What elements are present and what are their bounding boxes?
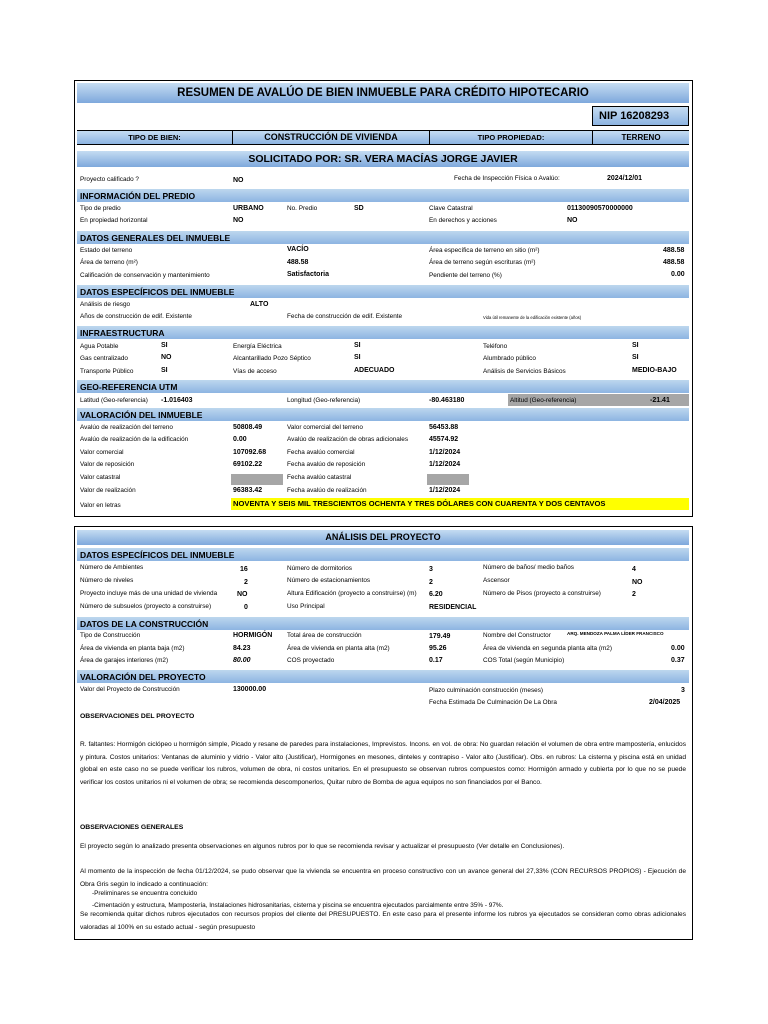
section-title: GEO-REFERENCIA UTM [80,382,178,392]
valoracion-label: Avalúo de realización de obras adicionales [287,436,409,443]
estacionamientos-value: 2 [429,579,433,586]
analisis-title: ANÁLISIS DEL PROYECTO [325,532,441,542]
ascensor-value: NO [632,579,643,586]
plazo-value: 3 [681,687,685,694]
altitud-value: -21.41 [650,397,670,404]
section-title: VALORACIÓN DEL INMUEBLE [80,410,203,420]
agua-label: Agua Potable [80,343,119,350]
valor-letras-label: Valor en letras [80,502,121,509]
derechos-value: NO [567,217,578,224]
incluye-value: NO [237,591,248,598]
calificacion-label: Calificación de conservación y mantenimiento [80,272,210,279]
cos-value: 0.17 [429,657,443,664]
obs-generales-p3: Se recomienda quitar dichos rubros ejecutados con recursos propios del cliente del PRESUPUESTO. En este caso para el presente informe los rubros ya ejecutados se consideran como obras adicionales valoradas al 100% en su estado actual - según presupuesto [80,911,686,931]
valoracion-value: 45574.92 [429,436,459,443]
area-sitio-value: 488.58 [663,247,685,254]
cos-total-value: 0.37 [671,657,685,664]
niveles-value: 2 [244,579,248,586]
riesgo-label: Análisis de riesgo [80,301,131,308]
pisos-value: 2 [632,591,636,598]
section-valoracion-proyecto [77,670,689,683]
valoracion-label: Valor de realización [80,487,136,494]
estacionamientos-label: Número de estacionamientos [287,577,371,584]
dormitorios-label: Número de dormitorios [287,565,352,572]
tipo-bien-row [77,130,689,145]
section-title: VALORACIÓN DEL PROYECTO [80,672,206,682]
tipo-bien-value: CONSTRUCCIÓN DE VIVIENDA [264,132,398,142]
valoracion-label: Fecha avalúo catastral [287,474,352,481]
section-title: INFRAESTRUCTURA [80,328,165,338]
report-title: RESUMEN DE AVALÚO DE BIEN INMUEBLE PARA CRÉDITO HIPOTECARIO [177,87,589,99]
fecha-construccion-label: Fecha de construcción de edif. Existente [287,313,403,320]
valoracion-label: Valor comercial [80,449,124,456]
area-escrituras-label: Área de terreno según escrituras (m²) [429,259,536,266]
gas-label: Gas centralizado [80,355,128,362]
area-terreno-value: 488.58 [287,259,309,266]
valoracion-label: Valor catastral [80,474,121,481]
latitud-label: Latitud (Geo-referencia) [80,397,148,404]
tipo-construccion-value: HORMIGÓN [233,632,273,639]
clave-catastral-label: Clave Catastral [429,205,473,212]
section-construccion [77,617,689,630]
no-predio-label: No. Predio [287,205,318,212]
calificacion-value: Satisfactoria [287,271,330,278]
vida-util-label: Vida útil remanente de la edificación existente (años) [483,315,582,320]
estado-label: Estado del terreno [80,247,133,254]
alumbrado-value: SI [632,354,639,361]
anios-label: Años de construcción de edif. Existente [80,313,192,320]
valoracion-value: 1/12/2024 [429,461,461,468]
valoracion-value: 1/12/2024 [429,449,461,456]
subsuelos-value: 0 [244,604,248,611]
plazo-label: Plazo culminación construcción (meses) [429,687,544,694]
nip-box [592,106,689,126]
valoracion-value: 69102.22 [233,461,263,468]
transporte-value: SI [161,367,168,374]
valoracion-label: Avalúo de realización del terreno [80,424,173,431]
ascensor-label: Ascensor [483,577,510,584]
alcantarillado-label: Alcantarillado Pozo Séptico [233,355,311,362]
planta-alta-value: 95.26 [429,645,447,652]
obs-generales-title: OBSERVACIONES GENERALES [80,824,184,831]
vias-label: Vías de acceso [233,368,277,375]
fecha-inspeccion-label: Fecha de Inspección Física o Avalúo: [454,175,560,182]
obs-bullet-1: -Preliminares se encuentra concluido [92,890,198,897]
section-title: DATOS ESPECÍFICOS DEL INMUEBLE [80,287,235,297]
servicios-value: MEDIO-BAJO [632,367,677,374]
valoracion-label: Fecha avalúo de realización [287,487,367,494]
garajes-value: 80.00 [233,657,251,664]
tipo-propiedad-value: TERRENO [621,133,661,142]
obs-generales-p2: Al momento de la inspección de fecha 01/12/2024, se pudo observar que la vivienda se encuentra en proceso constructivo con un avance general del 27,33% (CON RECURSOS PROPIOS) - Ejecución de Obra Gris según lo indicado a continuación: [80,868,686,888]
altitud-label: Altitud (Geo-referencia) [510,397,577,404]
tipo-bien-label: TIPO DE BIEN: [128,133,181,142]
niveles-label: Número de niveles [80,577,134,584]
pendiente-label: Pendiente del terreno (%) [429,272,502,279]
cos-total-label: COS Total (según Municipio) [483,657,565,664]
no-predio-value: SD [354,205,364,212]
latitud-value: -1.016403 [161,397,193,404]
subsuelos-label: Número de subsuelos (proyecto a construirse) [80,603,212,610]
derechos-label: En derechos y acciones [429,217,497,224]
altura-label: Altura Edificación (proyecto a construirse) (m) [287,590,417,597]
total-area-value: 179.49 [429,633,451,640]
banos-value: 4 [632,566,636,573]
telefono-label: Teléfono [483,343,508,350]
section-geo [77,380,689,393]
area-terreno-label: Área de terreno (m²) [80,259,138,266]
altura-value: 6.20 [429,591,443,598]
tipo-propiedad-label: TIPO PROPIEDAD: [477,133,545,142]
section-predio [77,189,689,202]
servicios-label: Análisis de Servicios Básicos [483,368,566,375]
uso-label: Uso Principal [287,603,325,610]
title-band [77,83,689,103]
pisos-label: Número de Pisos (proyecto a construirse) [483,590,601,597]
vias-value: ADECUADO [354,367,395,374]
clave-catastral-value: 01130090570000000 [567,205,633,212]
longitud-value: -80.463180 [429,397,465,404]
valoracion-value: 56453.88 [429,424,459,431]
valor-proyecto-label: Valor del Proyecto de Construcción [80,686,180,693]
summary-panel [74,80,693,517]
valoracion-label: Valor comercial del terreno [287,424,363,431]
tipo-predio-label: Tipo de predio [80,205,121,212]
section-title: DATOS DE LA CONSTRUCCIÓN [80,619,209,629]
planta-baja-label: Área de vivienda en planta baja (m2) [80,645,185,652]
valor-proyecto-value: 130000.00 [233,686,267,693]
valoracion-value: 107092.68 [233,449,267,456]
proyecto-calificado-value: NO [233,177,244,184]
section-valoracion [77,408,689,421]
planta-baja-value: 84.23 [233,645,251,652]
analisis-band [77,530,689,545]
gas-value: NO [161,354,172,361]
valor-letras-value: NOVENTA Y SEIS MIL TRESCIENTOS OCHENTA Y TRES DÓLARES CON CUARENTA Y DOS CENTAVOS [233,499,606,508]
section-title: INFORMACIÓN DEL PREDIO [80,191,196,201]
alcantarillado-value: SI [354,354,361,361]
area-sitio-label: Área específica de terreno en sitio (m²) [429,247,540,254]
valoracion-label: Fecha avalúo comercial [287,449,355,456]
agua-value: SI [161,342,168,349]
dormitorios-value: 3 [429,566,433,573]
valoracion-value: 96383.42 [233,487,263,494]
segunda-alta-value: 0.00 [671,645,685,652]
constructor-value: ARQ. MENDOZA PALMA LÍDER FRANCISCO [567,631,664,636]
constructor-label: Nombre del Constructor [483,632,551,639]
valoracion-value: 1/12/2024 [429,487,461,494]
energia-label: Energía Eléctrica [233,343,282,350]
pendiente-value: 0.00 [671,271,685,278]
segunda-alta-label: Área de vivienda en segunda planta alta (m2) [483,645,612,652]
incluye-label: Proyecto incluye más de una unidad de vivienda [80,590,218,597]
proyecto-calificado-label: Proyecto calificado ? [80,176,139,183]
obs-bullet-2: -Cimentación y estructura, Mampostería, Instalaciones hidrosanitarias, cisterna y piscina se encuentra ejecutados parcialmente entre 35% - 97%. [92,902,504,909]
obs-proyecto-text: R. faltantes: Hormigón ciclópeo u hormigón simple, Picado y resane de paredes para instalaciones, Imprevistos. Incons. en vol. de obra: No guardan relación el volumen de obra entre mampostería, enlucidos y pintura. Costos unitarios: Ventanas de aluminio y vidrio - Valor alto (Justificar), Hormigones en mesones, dinteles y contrapiso - Valor alto (Justificar). Obs. en rubros: La cisterna y piscina está en unidad global en este caso no se puede verificar los rubros, volumen de obra, ni costos unitarios. En el presupuesto se observan rubros compuestos como: Hormigón armado y cubierta por lo que no se puede verificar los costos unitarios ni el volumen de obra; se recomienda descomponerlos, Quitar rubro de Bomba de agua equipos no son financiados por el Banco. [80,741,686,786]
area-escrituras-value: 488.58 [663,259,685,266]
section-analisis-especificos [77,548,689,561]
section-especificos [77,285,689,298]
horizontal-label: En propiedad horizontal [80,217,148,224]
fecha-catastral-cell [427,474,469,485]
fecha-culminacion-label: Fecha Estimada De Culminación De La Obra [429,699,557,706]
estado-value: VACÍO [287,246,309,253]
valoracion-label: Fecha avalúo de reposición [287,461,366,468]
ambientes-value: 16 [240,566,248,573]
tipo-construccion-label: Tipo de Construcción [80,632,141,639]
section-generales [77,231,689,244]
valor-letras-cell [231,498,689,510]
riesgo-value: ALTO [250,301,269,308]
fecha-inspeccion-value: 2024/12/01 [607,175,643,182]
valoracion-value: 0.00 [233,436,247,443]
solicitado-text: SOLICITADO POR: SR. VERA MACÍAS JORGE JAVIER [248,153,518,165]
section-infraestructura [77,326,689,339]
obs-generales-p1: El proyecto según lo analizado presenta observaciones en algunos rubros por lo que se recomienda revisar y actualizar el presupuesto (Ver detalle en Conclusiones). [80,843,565,850]
telefono-value: SI [632,342,639,349]
obs-proyecto-title: OBSERVACIONES DEL PROYECTO [80,713,195,720]
tipo-predio-value: URBANO [233,205,264,212]
total-area-label: Total área de construcción [287,632,362,639]
transporte-label: Transporte Público [80,368,134,375]
ambientes-label: Número de Ambientes [80,564,144,571]
section-title: DATOS GENERALES DEL INMUEBLE [80,233,231,243]
longitud-label: Longitud (Geo-referencia) [287,397,361,404]
section-title: DATOS ESPECÍFICOS DEL INMUEBLE [80,550,235,560]
alumbrado-label: Alumbrado público [483,355,536,362]
energia-value: SI [354,342,361,349]
solicitado-band [77,151,689,167]
cos-label: COS proyectado [287,657,335,664]
valoracion-label: Valor de reposición [80,461,135,468]
horizontal-value: NO [233,217,244,224]
valor-catastral-cell [231,474,283,485]
planta-alta-label: Área de vivienda en planta alta (m2) [287,645,390,652]
valoracion-value: 50808.49 [233,424,263,431]
nip-value: NIP 16208293 [599,110,670,122]
fecha-culminacion-value: 2/04/2025 [649,699,681,706]
garajes-label: Área de garajes interiores (m2) [80,657,169,664]
uso-value: RESIDENCIAL [429,604,477,611]
valoracion-label: Avalúo de realización de la edificación [80,436,189,443]
banos-label: Número de baños/ medio baños [483,564,574,571]
